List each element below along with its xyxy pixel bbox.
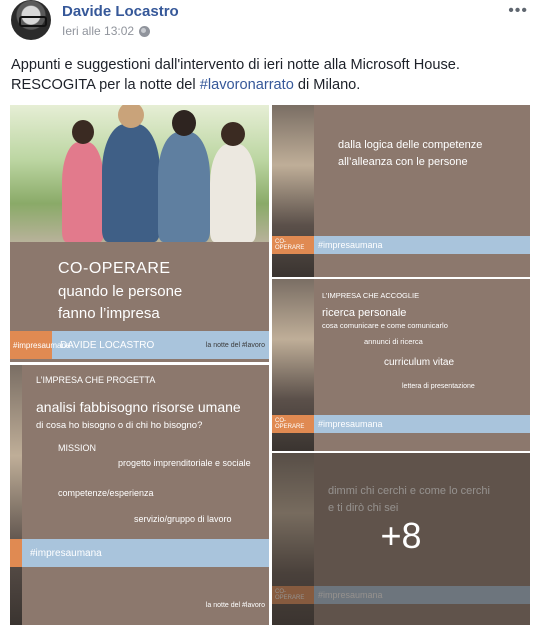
photo-tile-1[interactable] — [10, 105, 269, 362]
tile-band — [272, 415, 530, 433]
photo-tile-4[interactable] — [10, 365, 269, 625]
tile-title: analisi fabbisogno risorse umane — [36, 399, 241, 415]
tile-text: cosa comunicare e come comunicarlo — [322, 321, 448, 330]
tile-text: competenze/esperienza — [58, 488, 154, 498]
band-hashtag: #impresaumana — [318, 419, 383, 429]
more-photos-count[interactable]: +8 — [380, 515, 422, 556]
photo-tile-2[interactable] — [272, 105, 530, 277]
group-photo — [10, 105, 269, 242]
tile-footer: la notte del #lavoro — [205, 602, 265, 609]
tile-text: servizio/gruppo di lavoro — [134, 514, 232, 524]
post-line-1: Appunti e suggestioni dall'intervento di ieri notte alla Microsoft House. — [11, 57, 460, 73]
band-tag: CO-OPERARE — [272, 236, 314, 254]
tile-heading: L’IMPRESA CHE ACCOGLIE — [322, 291, 420, 300]
avatar[interactable] — [11, 0, 51, 40]
author-name[interactable]: Davide Locastro — [62, 3, 179, 20]
hashtag-link[interactable]: #lavoronarrato — [199, 77, 294, 93]
post-text — [11, 55, 531, 95]
band-tag — [10, 539, 22, 567]
tile-band — [10, 539, 269, 567]
child-figure — [158, 132, 210, 242]
tile-text: progetto imprenditoriale e sociale — [118, 458, 251, 468]
tile-subtitle: quando le persone — [58, 283, 183, 300]
band-name: DAVIDE LOCASTRO — [60, 339, 155, 351]
tile-subtitle: fanno l’impresa — [58, 305, 160, 322]
child-figure — [102, 124, 160, 242]
tile-band — [272, 236, 530, 254]
tile-title: CO-OPERARE — [58, 260, 171, 277]
child-figure — [62, 142, 104, 242]
tile-text: curriculum vitae — [384, 357, 455, 368]
photo-grid — [10, 105, 530, 625]
post-line-2-start: RESCOGITA per la notte del — [11, 77, 200, 93]
band-tag: #impresaumana — [10, 331, 52, 359]
photo-tile-3[interactable] — [272, 279, 530, 451]
child-figure — [210, 144, 256, 242]
tile-text: all’alleanza con le persone — [338, 156, 468, 168]
globe-icon — [139, 26, 150, 37]
post-line-2-end: di Milano. — [293, 77, 361, 93]
photo-tile-5[interactable] — [272, 453, 530, 625]
edge-photo — [10, 365, 22, 625]
post-timestamp[interactable]: Ieri alle 13:02 — [62, 24, 135, 38]
tile-text: dalla logica delle competenze — [338, 139, 483, 151]
tile-text: annunci di ricerca — [364, 337, 423, 346]
tile-text: di cosa ho bisogno o di chi ho bisogno? — [36, 420, 203, 431]
tile-text: MISSION — [58, 443, 97, 453]
band-hashtag: #impresaumana — [30, 547, 102, 559]
post-meta — [62, 24, 150, 38]
more-options-icon[interactable]: ••• — [508, 2, 528, 19]
tile-text: lettera di presentazione — [402, 383, 475, 390]
tile-band — [10, 331, 269, 359]
band-hashtag: #impresaumana — [318, 240, 383, 250]
tile-title: ricerca personale — [322, 307, 407, 319]
post-line-2 — [11, 75, 531, 95]
tile-heading: L’IMPRESA CHE PROGETTA — [36, 375, 156, 385]
band-right-text: la notte del #lavoro — [205, 341, 265, 349]
post-header — [0, 0, 540, 50]
band-tag: CO-OPERARE — [272, 415, 314, 433]
